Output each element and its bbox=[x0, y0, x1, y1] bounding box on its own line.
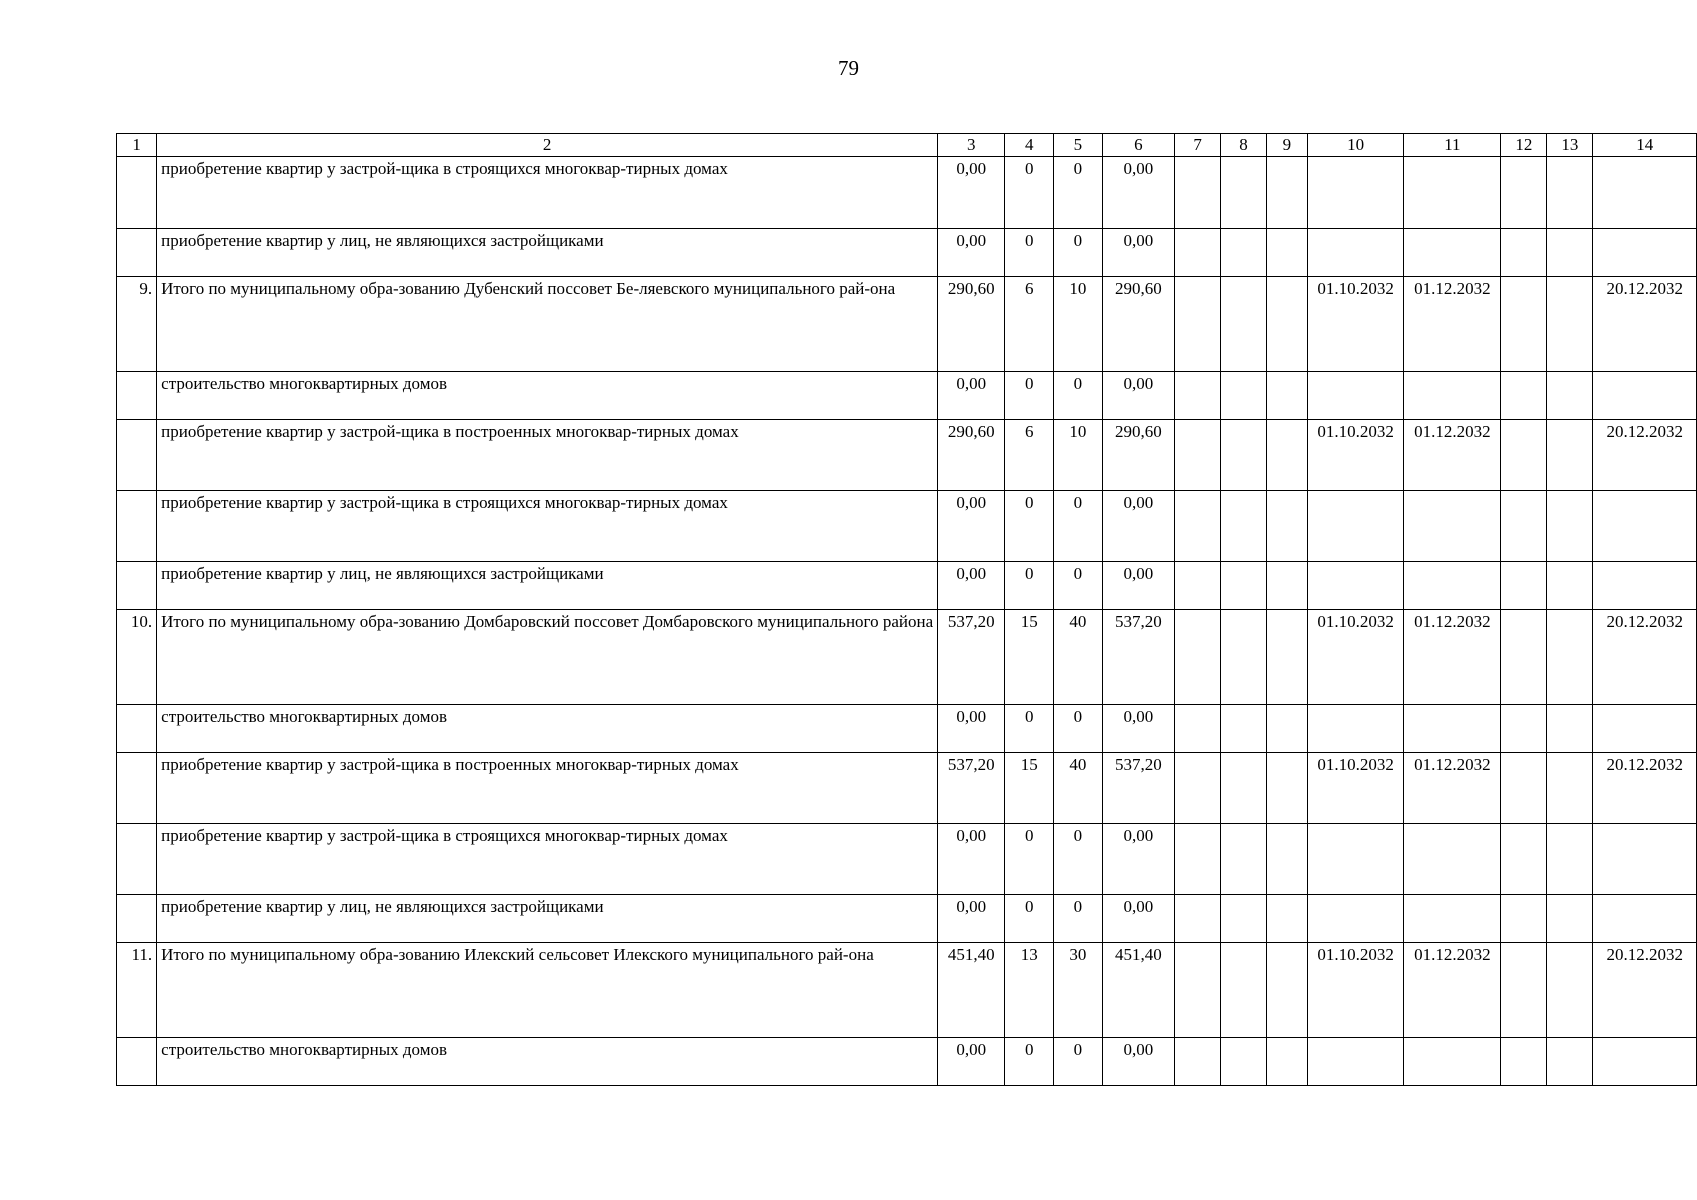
cell-col7 bbox=[1175, 229, 1221, 277]
cell-col9 bbox=[1266, 1038, 1307, 1086]
cell-col6: 290,60 bbox=[1102, 420, 1175, 491]
cell-col4: 15 bbox=[1005, 610, 1054, 705]
cell-col3: 0,00 bbox=[938, 1038, 1005, 1086]
row-number bbox=[117, 824, 157, 895]
cell-col12 bbox=[1501, 562, 1547, 610]
cell-col3: 451,40 bbox=[938, 943, 1005, 1038]
cell-col4: 0 bbox=[1005, 372, 1054, 420]
cell-col13 bbox=[1547, 491, 1593, 562]
cell-col6: 0,00 bbox=[1102, 491, 1175, 562]
row-number bbox=[117, 753, 157, 824]
cell-col10: 01.10.2032 bbox=[1307, 277, 1404, 372]
cell-col5: 0 bbox=[1054, 1038, 1103, 1086]
cell-col14: 20.12.2032 bbox=[1593, 943, 1697, 1038]
cell-col10 bbox=[1307, 372, 1404, 420]
row-description: приобретение квартир у застрой-щика в построенных многоквар-тирных домах bbox=[157, 753, 938, 824]
page-number: 79 bbox=[838, 56, 859, 80]
cell-col11: 01.12.2032 bbox=[1404, 420, 1501, 491]
cell-col5: 40 bbox=[1054, 753, 1103, 824]
cell-col8 bbox=[1221, 824, 1267, 895]
table-row bbox=[117, 157, 1697, 229]
cell-col4: 0 bbox=[1005, 491, 1054, 562]
cell-col8 bbox=[1221, 1038, 1267, 1086]
row-number bbox=[117, 562, 157, 610]
cell-col9 bbox=[1266, 420, 1307, 491]
row-number: 9. bbox=[117, 277, 157, 372]
cell-col12 bbox=[1501, 824, 1547, 895]
cell-col3: 0,00 bbox=[938, 562, 1005, 610]
cell-col11: 01.12.2032 bbox=[1404, 610, 1501, 705]
cell-col9 bbox=[1266, 562, 1307, 610]
column-header: 2 bbox=[157, 134, 938, 157]
column-header: 8 bbox=[1221, 134, 1267, 157]
cell-col11 bbox=[1404, 824, 1501, 895]
cell-col10 bbox=[1307, 705, 1404, 753]
cell-col12 bbox=[1501, 229, 1547, 277]
cell-col10 bbox=[1307, 491, 1404, 562]
cell-col10: 01.10.2032 bbox=[1307, 753, 1404, 824]
column-header: 7 bbox=[1175, 134, 1221, 157]
row-description: приобретение квартир у застрой-щика в строящихся многоквар-тирных домах bbox=[157, 824, 938, 895]
cell-col13 bbox=[1547, 157, 1593, 229]
cell-col11 bbox=[1404, 562, 1501, 610]
cell-col8 bbox=[1221, 491, 1267, 562]
cell-col6: 0,00 bbox=[1102, 229, 1175, 277]
cell-col13 bbox=[1547, 277, 1593, 372]
cell-col4: 15 bbox=[1005, 753, 1054, 824]
cell-col4: 0 bbox=[1005, 229, 1054, 277]
cell-col10 bbox=[1307, 562, 1404, 610]
cell-col12 bbox=[1501, 491, 1547, 562]
cell-col5: 10 bbox=[1054, 277, 1103, 372]
cell-col3: 0,00 bbox=[938, 229, 1005, 277]
cell-col13 bbox=[1547, 705, 1593, 753]
cell-col9 bbox=[1266, 157, 1307, 229]
cell-col10: 01.10.2032 bbox=[1307, 420, 1404, 491]
cell-col14 bbox=[1593, 372, 1697, 420]
cell-col7 bbox=[1175, 610, 1221, 705]
cell-col12 bbox=[1501, 705, 1547, 753]
table-row bbox=[117, 753, 1697, 824]
row-number bbox=[117, 1038, 157, 1086]
cell-col13 bbox=[1547, 1038, 1593, 1086]
cell-col12 bbox=[1501, 420, 1547, 491]
table-row bbox=[117, 372, 1697, 420]
table-row bbox=[117, 895, 1697, 943]
cell-col7 bbox=[1175, 824, 1221, 895]
cell-col12 bbox=[1501, 753, 1547, 824]
row-description: приобретение квартир у лиц, не являющихся застройщиками bbox=[157, 562, 938, 610]
cell-col8 bbox=[1221, 895, 1267, 943]
cell-col3: 0,00 bbox=[938, 705, 1005, 753]
column-header: 4 bbox=[1005, 134, 1054, 157]
cell-col10: 01.10.2032 bbox=[1307, 610, 1404, 705]
cell-col13 bbox=[1547, 229, 1593, 277]
cell-col13 bbox=[1547, 943, 1593, 1038]
cell-col4: 0 bbox=[1005, 1038, 1054, 1086]
cell-col7 bbox=[1175, 157, 1221, 229]
cell-col5: 0 bbox=[1054, 229, 1103, 277]
cell-col9 bbox=[1266, 705, 1307, 753]
cell-col9 bbox=[1266, 277, 1307, 372]
cell-col7 bbox=[1175, 1038, 1221, 1086]
cell-col6: 0,00 bbox=[1102, 1038, 1175, 1086]
column-header: 5 bbox=[1054, 134, 1103, 157]
cell-col11: 01.12.2032 bbox=[1404, 753, 1501, 824]
cell-col9 bbox=[1266, 229, 1307, 277]
cell-col10 bbox=[1307, 895, 1404, 943]
cell-col6: 537,20 bbox=[1102, 610, 1175, 705]
cell-col8 bbox=[1221, 229, 1267, 277]
row-number bbox=[117, 491, 157, 562]
cell-col13 bbox=[1547, 824, 1593, 895]
cell-col8 bbox=[1221, 562, 1267, 610]
cell-col8 bbox=[1221, 157, 1267, 229]
cell-col4: 6 bbox=[1005, 420, 1054, 491]
cell-col4: 0 bbox=[1005, 562, 1054, 610]
cell-col11 bbox=[1404, 491, 1501, 562]
row-number: 11. bbox=[117, 943, 157, 1038]
cell-col6: 0,00 bbox=[1102, 824, 1175, 895]
cell-col6: 290,60 bbox=[1102, 277, 1175, 372]
cell-col3: 0,00 bbox=[938, 824, 1005, 895]
cell-col14 bbox=[1593, 157, 1697, 229]
row-number bbox=[117, 229, 157, 277]
row-description: Итого по муниципальному обра-зованию Илекский сельсовет Илекского муниципального рай-она bbox=[157, 943, 938, 1038]
cell-col4: 0 bbox=[1005, 157, 1054, 229]
cell-col12 bbox=[1501, 372, 1547, 420]
cell-col9 bbox=[1266, 372, 1307, 420]
cell-col6: 0,00 bbox=[1102, 895, 1175, 943]
cell-col9 bbox=[1266, 824, 1307, 895]
cell-col5: 30 bbox=[1054, 943, 1103, 1038]
cell-col11: 01.12.2032 bbox=[1404, 277, 1501, 372]
cell-col7 bbox=[1175, 491, 1221, 562]
cell-col5: 0 bbox=[1054, 372, 1103, 420]
table-row bbox=[117, 943, 1697, 1038]
row-number bbox=[117, 705, 157, 753]
row-number bbox=[117, 157, 157, 229]
cell-col7 bbox=[1175, 372, 1221, 420]
column-header: 3 bbox=[938, 134, 1005, 157]
cell-col13 bbox=[1547, 420, 1593, 491]
row-description: приобретение квартир у застрой-щика в строящихся многоквар-тирных домах bbox=[157, 157, 938, 229]
cell-col6: 451,40 bbox=[1102, 943, 1175, 1038]
cell-col11 bbox=[1404, 157, 1501, 229]
cell-col13 bbox=[1547, 610, 1593, 705]
table-row bbox=[117, 420, 1697, 491]
program-table bbox=[116, 133, 1697, 1086]
cell-col14 bbox=[1593, 229, 1697, 277]
table-row bbox=[117, 277, 1697, 372]
cell-col10 bbox=[1307, 229, 1404, 277]
cell-col14: 20.12.2032 bbox=[1593, 277, 1697, 372]
cell-col7 bbox=[1175, 753, 1221, 824]
table-row bbox=[117, 705, 1697, 753]
cell-col13 bbox=[1547, 895, 1593, 943]
table-row bbox=[117, 229, 1697, 277]
cell-col3: 537,20 bbox=[938, 610, 1005, 705]
cell-col12 bbox=[1501, 1038, 1547, 1086]
cell-col14 bbox=[1593, 705, 1697, 753]
cell-col3: 537,20 bbox=[938, 753, 1005, 824]
cell-col4: 0 bbox=[1005, 824, 1054, 895]
table-row bbox=[117, 562, 1697, 610]
cell-col10 bbox=[1307, 824, 1404, 895]
column-header: 14 bbox=[1593, 134, 1697, 157]
cell-col4: 0 bbox=[1005, 705, 1054, 753]
cell-col12 bbox=[1501, 157, 1547, 229]
cell-col7 bbox=[1175, 420, 1221, 491]
cell-col3: 0,00 bbox=[938, 895, 1005, 943]
cell-col14: 20.12.2032 bbox=[1593, 610, 1697, 705]
cell-col7 bbox=[1175, 705, 1221, 753]
column-header: 1 bbox=[117, 134, 157, 157]
column-number-row bbox=[117, 134, 1697, 157]
cell-col5: 0 bbox=[1054, 895, 1103, 943]
cell-col11: 01.12.2032 bbox=[1404, 943, 1501, 1038]
cell-col14: 20.12.2032 bbox=[1593, 753, 1697, 824]
row-description: строительство многоквартирных домов bbox=[157, 705, 938, 753]
cell-col4: 0 bbox=[1005, 895, 1054, 943]
cell-col9 bbox=[1266, 753, 1307, 824]
cell-col7 bbox=[1175, 943, 1221, 1038]
cell-col7 bbox=[1175, 277, 1221, 372]
cell-col11 bbox=[1404, 229, 1501, 277]
cell-col5: 40 bbox=[1054, 610, 1103, 705]
cell-col14 bbox=[1593, 1038, 1697, 1086]
row-number bbox=[117, 895, 157, 943]
cell-col6: 537,20 bbox=[1102, 753, 1175, 824]
cell-col3: 290,60 bbox=[938, 277, 1005, 372]
cell-col9 bbox=[1266, 491, 1307, 562]
cell-col8 bbox=[1221, 420, 1267, 491]
cell-col6: 0,00 bbox=[1102, 562, 1175, 610]
cell-col10 bbox=[1307, 157, 1404, 229]
cell-col8 bbox=[1221, 943, 1267, 1038]
cell-col5: 10 bbox=[1054, 420, 1103, 491]
row-number bbox=[117, 372, 157, 420]
cell-col11 bbox=[1404, 705, 1501, 753]
cell-col11 bbox=[1404, 1038, 1501, 1086]
column-header: 11 bbox=[1404, 134, 1501, 157]
cell-col12 bbox=[1501, 895, 1547, 943]
row-description: приобретение квартир у застрой-щика в строящихся многоквар-тирных домах bbox=[157, 491, 938, 562]
row-description: Итого по муниципальному обра-зованию Домбаровский поссовет Домбаровского муниципального района bbox=[157, 610, 938, 705]
cell-col12 bbox=[1501, 277, 1547, 372]
column-header: 6 bbox=[1102, 134, 1175, 157]
row-description: Итого по муниципальному обра-зованию Дубенский поссовет Бе-ляевского муниципального рай-она bbox=[157, 277, 938, 372]
cell-col9 bbox=[1266, 943, 1307, 1038]
column-header: 10 bbox=[1307, 134, 1404, 157]
cell-col11 bbox=[1404, 895, 1501, 943]
cell-col7 bbox=[1175, 562, 1221, 610]
cell-col13 bbox=[1547, 753, 1593, 824]
row-description: строительство многоквартирных домов bbox=[157, 1038, 938, 1086]
cell-col8 bbox=[1221, 372, 1267, 420]
table-row bbox=[117, 824, 1697, 895]
cell-col4: 13 bbox=[1005, 943, 1054, 1038]
cell-col5: 0 bbox=[1054, 562, 1103, 610]
cell-col5: 0 bbox=[1054, 491, 1103, 562]
cell-col3: 0,00 bbox=[938, 157, 1005, 229]
row-description: строительство многоквартирных домов bbox=[157, 372, 938, 420]
cell-col13 bbox=[1547, 562, 1593, 610]
row-number: 10. bbox=[117, 610, 157, 705]
cell-col14 bbox=[1593, 824, 1697, 895]
cell-col5: 0 bbox=[1054, 157, 1103, 229]
cell-col3: 0,00 bbox=[938, 491, 1005, 562]
cell-col10: 01.10.2032 bbox=[1307, 943, 1404, 1038]
row-description: приобретение квартир у застрой-щика в построенных многоквар-тирных домах bbox=[157, 420, 938, 491]
table-row bbox=[117, 1038, 1697, 1086]
table-row bbox=[117, 491, 1697, 562]
column-header: 12 bbox=[1501, 134, 1547, 157]
column-header: 9 bbox=[1266, 134, 1307, 157]
row-description: приобретение квартир у лиц, не являющихся застройщиками bbox=[157, 229, 938, 277]
cell-col3: 290,60 bbox=[938, 420, 1005, 491]
cell-col6: 0,00 bbox=[1102, 372, 1175, 420]
column-header: 13 bbox=[1547, 134, 1593, 157]
cell-col4: 6 bbox=[1005, 277, 1054, 372]
cell-col14 bbox=[1593, 895, 1697, 943]
cell-col14: 20.12.2032 bbox=[1593, 420, 1697, 491]
cell-col5: 0 bbox=[1054, 705, 1103, 753]
cell-col8 bbox=[1221, 610, 1267, 705]
cell-col10 bbox=[1307, 1038, 1404, 1086]
cell-col12 bbox=[1501, 610, 1547, 705]
cell-col3: 0,00 bbox=[938, 372, 1005, 420]
cell-col8 bbox=[1221, 705, 1267, 753]
row-description: приобретение квартир у лиц, не являющихся застройщиками bbox=[157, 895, 938, 943]
cell-col14 bbox=[1593, 562, 1697, 610]
cell-col6: 0,00 bbox=[1102, 157, 1175, 229]
cell-col9 bbox=[1266, 610, 1307, 705]
table-row bbox=[117, 610, 1697, 705]
cell-col8 bbox=[1221, 277, 1267, 372]
cell-col12 bbox=[1501, 943, 1547, 1038]
cell-col9 bbox=[1266, 895, 1307, 943]
row-number bbox=[117, 420, 157, 491]
cell-col5: 0 bbox=[1054, 824, 1103, 895]
cell-col7 bbox=[1175, 895, 1221, 943]
cell-col8 bbox=[1221, 753, 1267, 824]
cell-col14 bbox=[1593, 491, 1697, 562]
cell-col11 bbox=[1404, 372, 1501, 420]
cell-col6: 0,00 bbox=[1102, 705, 1175, 753]
cell-col13 bbox=[1547, 372, 1593, 420]
